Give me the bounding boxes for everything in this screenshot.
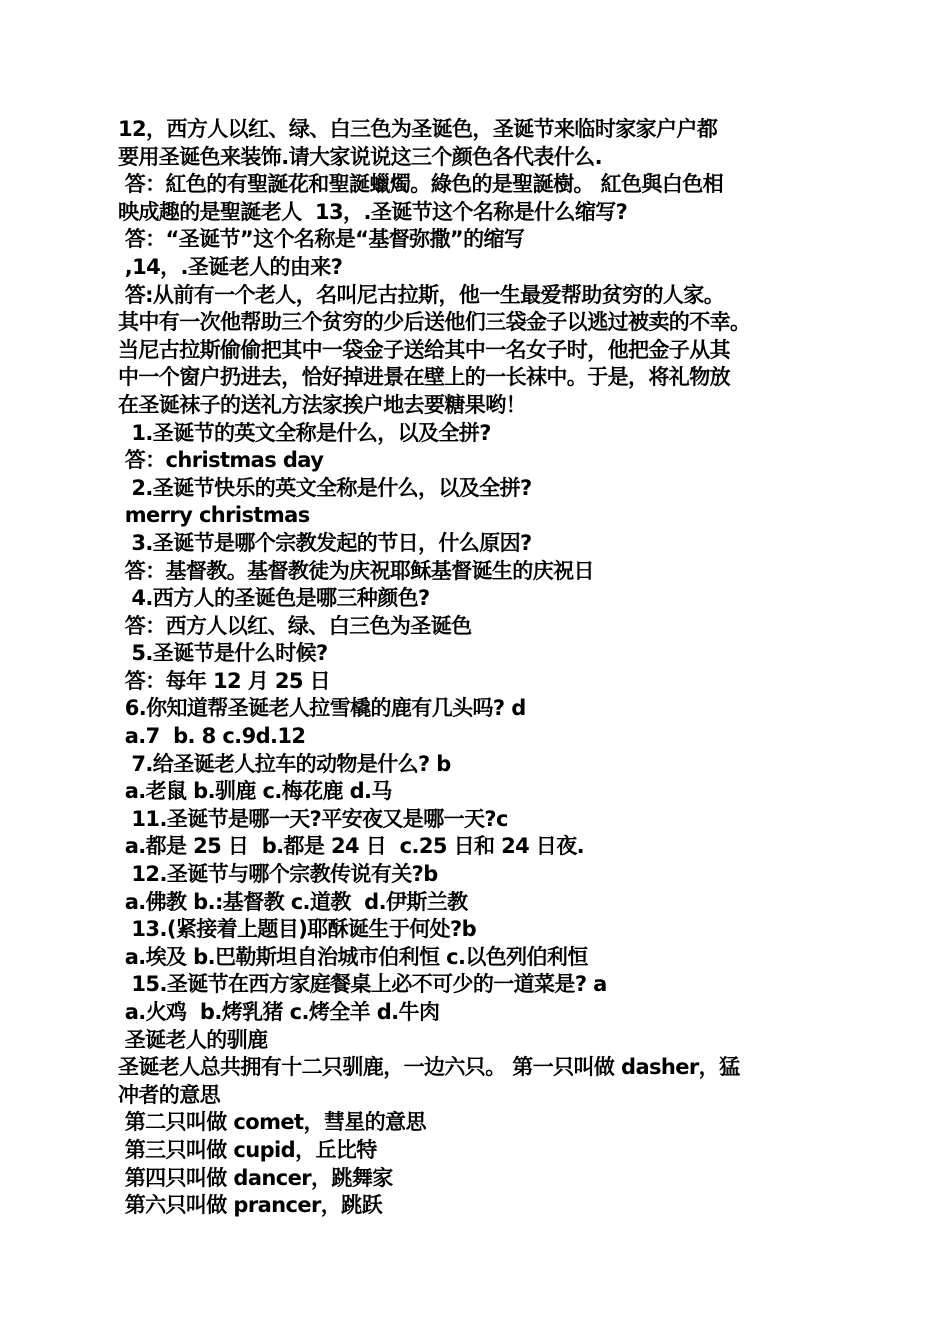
text-line: 3.圣诞节是哪个宗教发起的节日，什么原因?: [118, 530, 532, 555]
text-line: 12.圣诞节与哪个宗教传说有关?b: [118, 862, 438, 887]
text-line: 答：紅色的有聖誕花和聖誕蠟燭。綠色的是聖誕樹。 紅色與白色相: [118, 172, 724, 197]
text-line: 要用圣诞色来装饰.请大家说说这三个颜色各代表什么.: [118, 144, 602, 169]
text-line: a.老鼠 b.驯鹿 c.梅花鹿 d.马: [118, 779, 392, 804]
text-line: 答:从前有一个老人，名叫尼古拉斯，他一生最爱帮助贫穷的人家。: [118, 282, 725, 307]
text-line: 映成趣的是聖誕老人 13，.圣诞节这个名称是什么缩写?: [118, 199, 628, 224]
text-line: 4.西方人的圣诞色是哪三种颜色?: [118, 586, 430, 611]
text-line: 答：西方人以红、绿、白三色为圣诞色: [118, 613, 472, 638]
text-line: 答：“圣诞节”这个名称是“基督弥撒”的缩写: [118, 227, 525, 252]
text-line: 7.给圣诞老人拉车的动物是什么? b: [118, 751, 451, 776]
text-line: 在圣诞袜子的送礼方法家挨户地去要糖果哟！: [118, 392, 526, 417]
text-line: 其中有一次他帮助三个贫穷的少后送他们三袋金子以逃过被卖的不幸。: [118, 310, 751, 335]
text-line: 15.圣诞节在西方家庭餐桌上必不可少的一道菜是? a: [118, 972, 607, 997]
text-line: 第三只叫做 cupid，丘比特: [118, 1137, 377, 1162]
text-line: 答：christmas day: [118, 448, 324, 473]
text-line: 13.(紧接着上题目)耶酥诞生于何处?b: [118, 917, 477, 942]
text-line: a.埃及 b.巴勒斯坦自治城市伯利恒 c.以色列伯利恒: [118, 944, 588, 969]
text-line: 冲者的意思: [118, 1082, 220, 1107]
text-line: 圣诞老人的驯鹿: [118, 1027, 268, 1052]
text-line: 圣诞老人总共拥有十二只驯鹿，一边六只。 第一只叫做 dasher，猛: [118, 1055, 740, 1080]
text-line: 12，西方人以红、绿、白三色为圣诞色，圣诞节来临时家家户户都: [118, 117, 718, 141]
text-line: 中一个窗户扔进去，恰好掉进景在壁上的一长袜中。于是，将礼物放: [118, 365, 730, 390]
text-line: 第六只叫做 prancer，跳跃: [118, 1193, 382, 1218]
text-line: 第二只叫做 comet，彗星的意思: [118, 1110, 426, 1135]
text-line: 答：基督教。基督教徒为庆祝耶稣基督诞生的庆祝日: [118, 558, 594, 583]
text-line: 5.圣诞节是什么时候?: [118, 641, 328, 666]
document-body: [118, 116, 848, 1220]
text-line: a.7 b. 8 c.9d.12: [118, 724, 306, 749]
text-line: 2.圣诞节快乐的英文全称是什么，以及全拼?: [118, 475, 532, 500]
text-line: 6.你知道帮圣诞老人拉雪橇的鹿有几头吗? d: [118, 696, 526, 721]
text-line: 1.圣诞节的英文全称是什么，以及全拼?: [118, 420, 491, 445]
text-line: 当尼古拉斯偷偷把其中一袋金子送给其中一名女子时，他把金子从其: [118, 337, 730, 362]
text-line: a.佛教 b.:基督教 c.道教 d.伊斯兰教: [118, 889, 468, 914]
text-line: a.都是 25 日 b.都是 24 日 c.25 日和 24 日夜.: [118, 834, 584, 859]
text-line: 第四只叫做 dancer，跳舞家: [118, 1165, 393, 1190]
text-line: a.火鸡 b.烤乳猪 c.烤全羊 d.牛肉: [118, 1000, 440, 1024]
text-line: ,14，.圣诞老人的由来?: [118, 254, 343, 279]
text-line: 11.圣诞节是哪一天?平安夜又是哪一天?c: [118, 806, 508, 831]
text-line: 答：每年 12 月 25 日: [118, 668, 331, 693]
text-line: merry christmas: [118, 503, 310, 528]
